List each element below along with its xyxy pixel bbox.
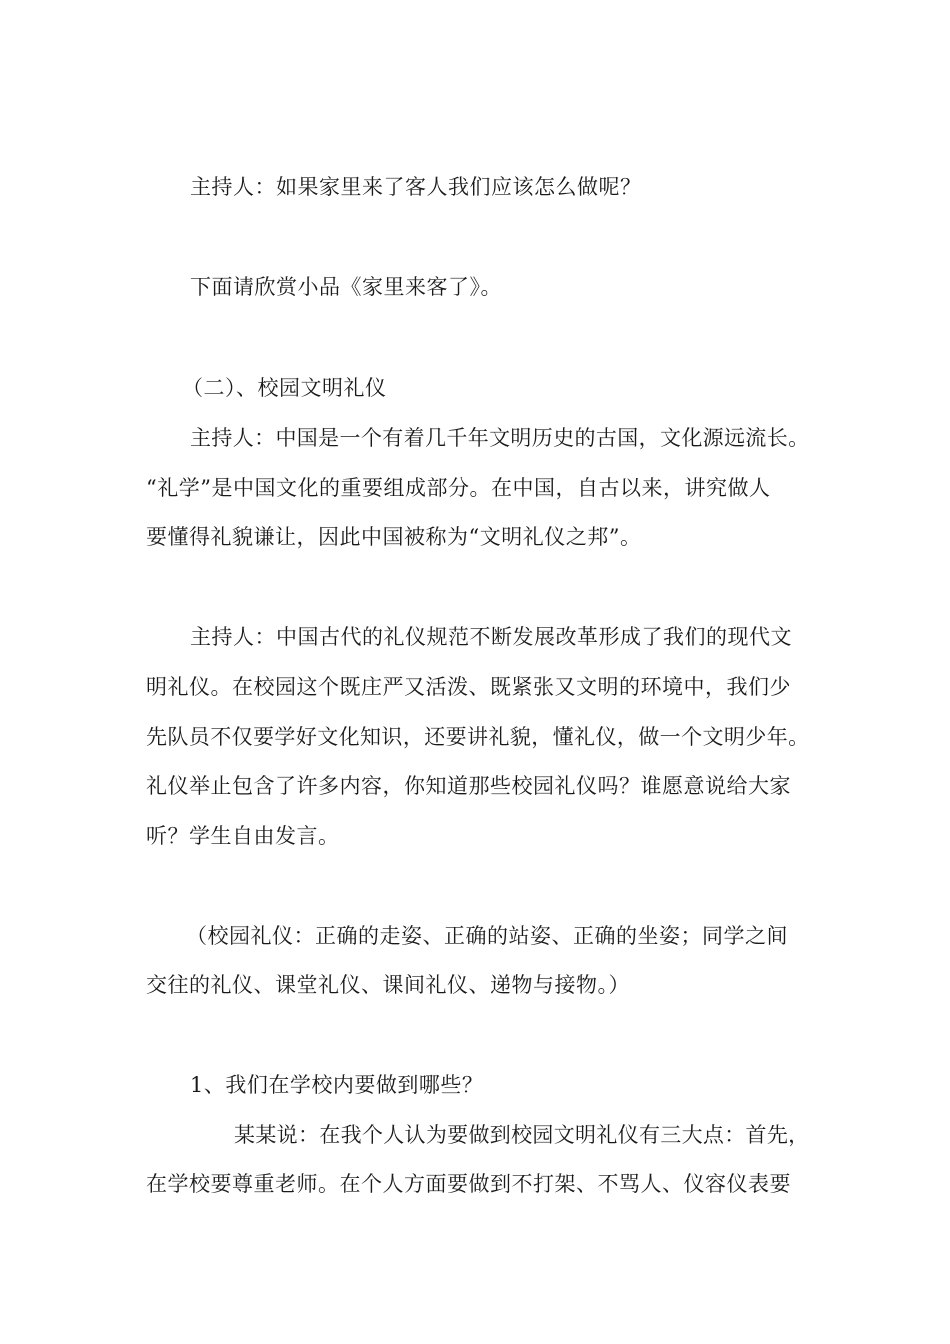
campus-etiquette-note-line-2: 交往的礼仪、课堂礼仪、课间礼仪、递物与接物。） — [146, 973, 630, 997]
modern-etiquette-line-5: 听？学生自由发言。 — [146, 824, 340, 848]
modern-etiquette-line-3: 先队员不仅要学好文化知识，还要讲礼貌，懂礼仪，做一个文明少年。 — [146, 725, 810, 749]
skit-intro-paragraph: 下面请欣赏小品《家里来客了》。 — [190, 275, 502, 299]
question-1: 1、我们在学校内要做到哪些？ — [190, 1073, 484, 1097]
etiquette-history-line-3: 要懂得礼貌谦让，因此中国被称为“文明礼仪之邦”。 — [146, 525, 642, 549]
modern-etiquette-line-1: 主持人：中国古代的礼仪规范不断发展改革形成了我们的现代文 — [190, 625, 792, 649]
section-heading: （二）、校园文明礼仪 — [182, 376, 387, 400]
student-answer-line-2: 在学校要尊重老师。在个人方面要做到不打架、不骂人、仪容仪表要 — [146, 1172, 791, 1196]
modern-etiquette-line-4: 礼仪举止包含了许多内容，你知道那些校园礼仪吗？谁愿意说给大家 — [146, 774, 791, 798]
student-answer-line-1: 某某说：在我个人认为要做到校园文明礼仪有三大点：首先， — [234, 1123, 810, 1147]
host-question-paragraph: 主持人：如果家里来了客人我们应该怎么做呢？ — [190, 175, 642, 199]
etiquette-history-line-1: 主持人：中国是一个有着几千年文明历史的古国，文化源远流长。 — [190, 426, 810, 450]
modern-etiquette-line-2: 明礼仪。在校园这个既庄严又活泼、既紧张又文明的环境中，我们少 — [146, 675, 791, 699]
campus-etiquette-note-line-1: （校园礼仪：正确的走姿、正确的站姿、正确的坐姿；同学之间 — [186, 924, 788, 948]
etiquette-history-line-2: “礼学”是中国文化的重要组成部分。在中国，自古以来，讲究做人 — [146, 476, 771, 500]
